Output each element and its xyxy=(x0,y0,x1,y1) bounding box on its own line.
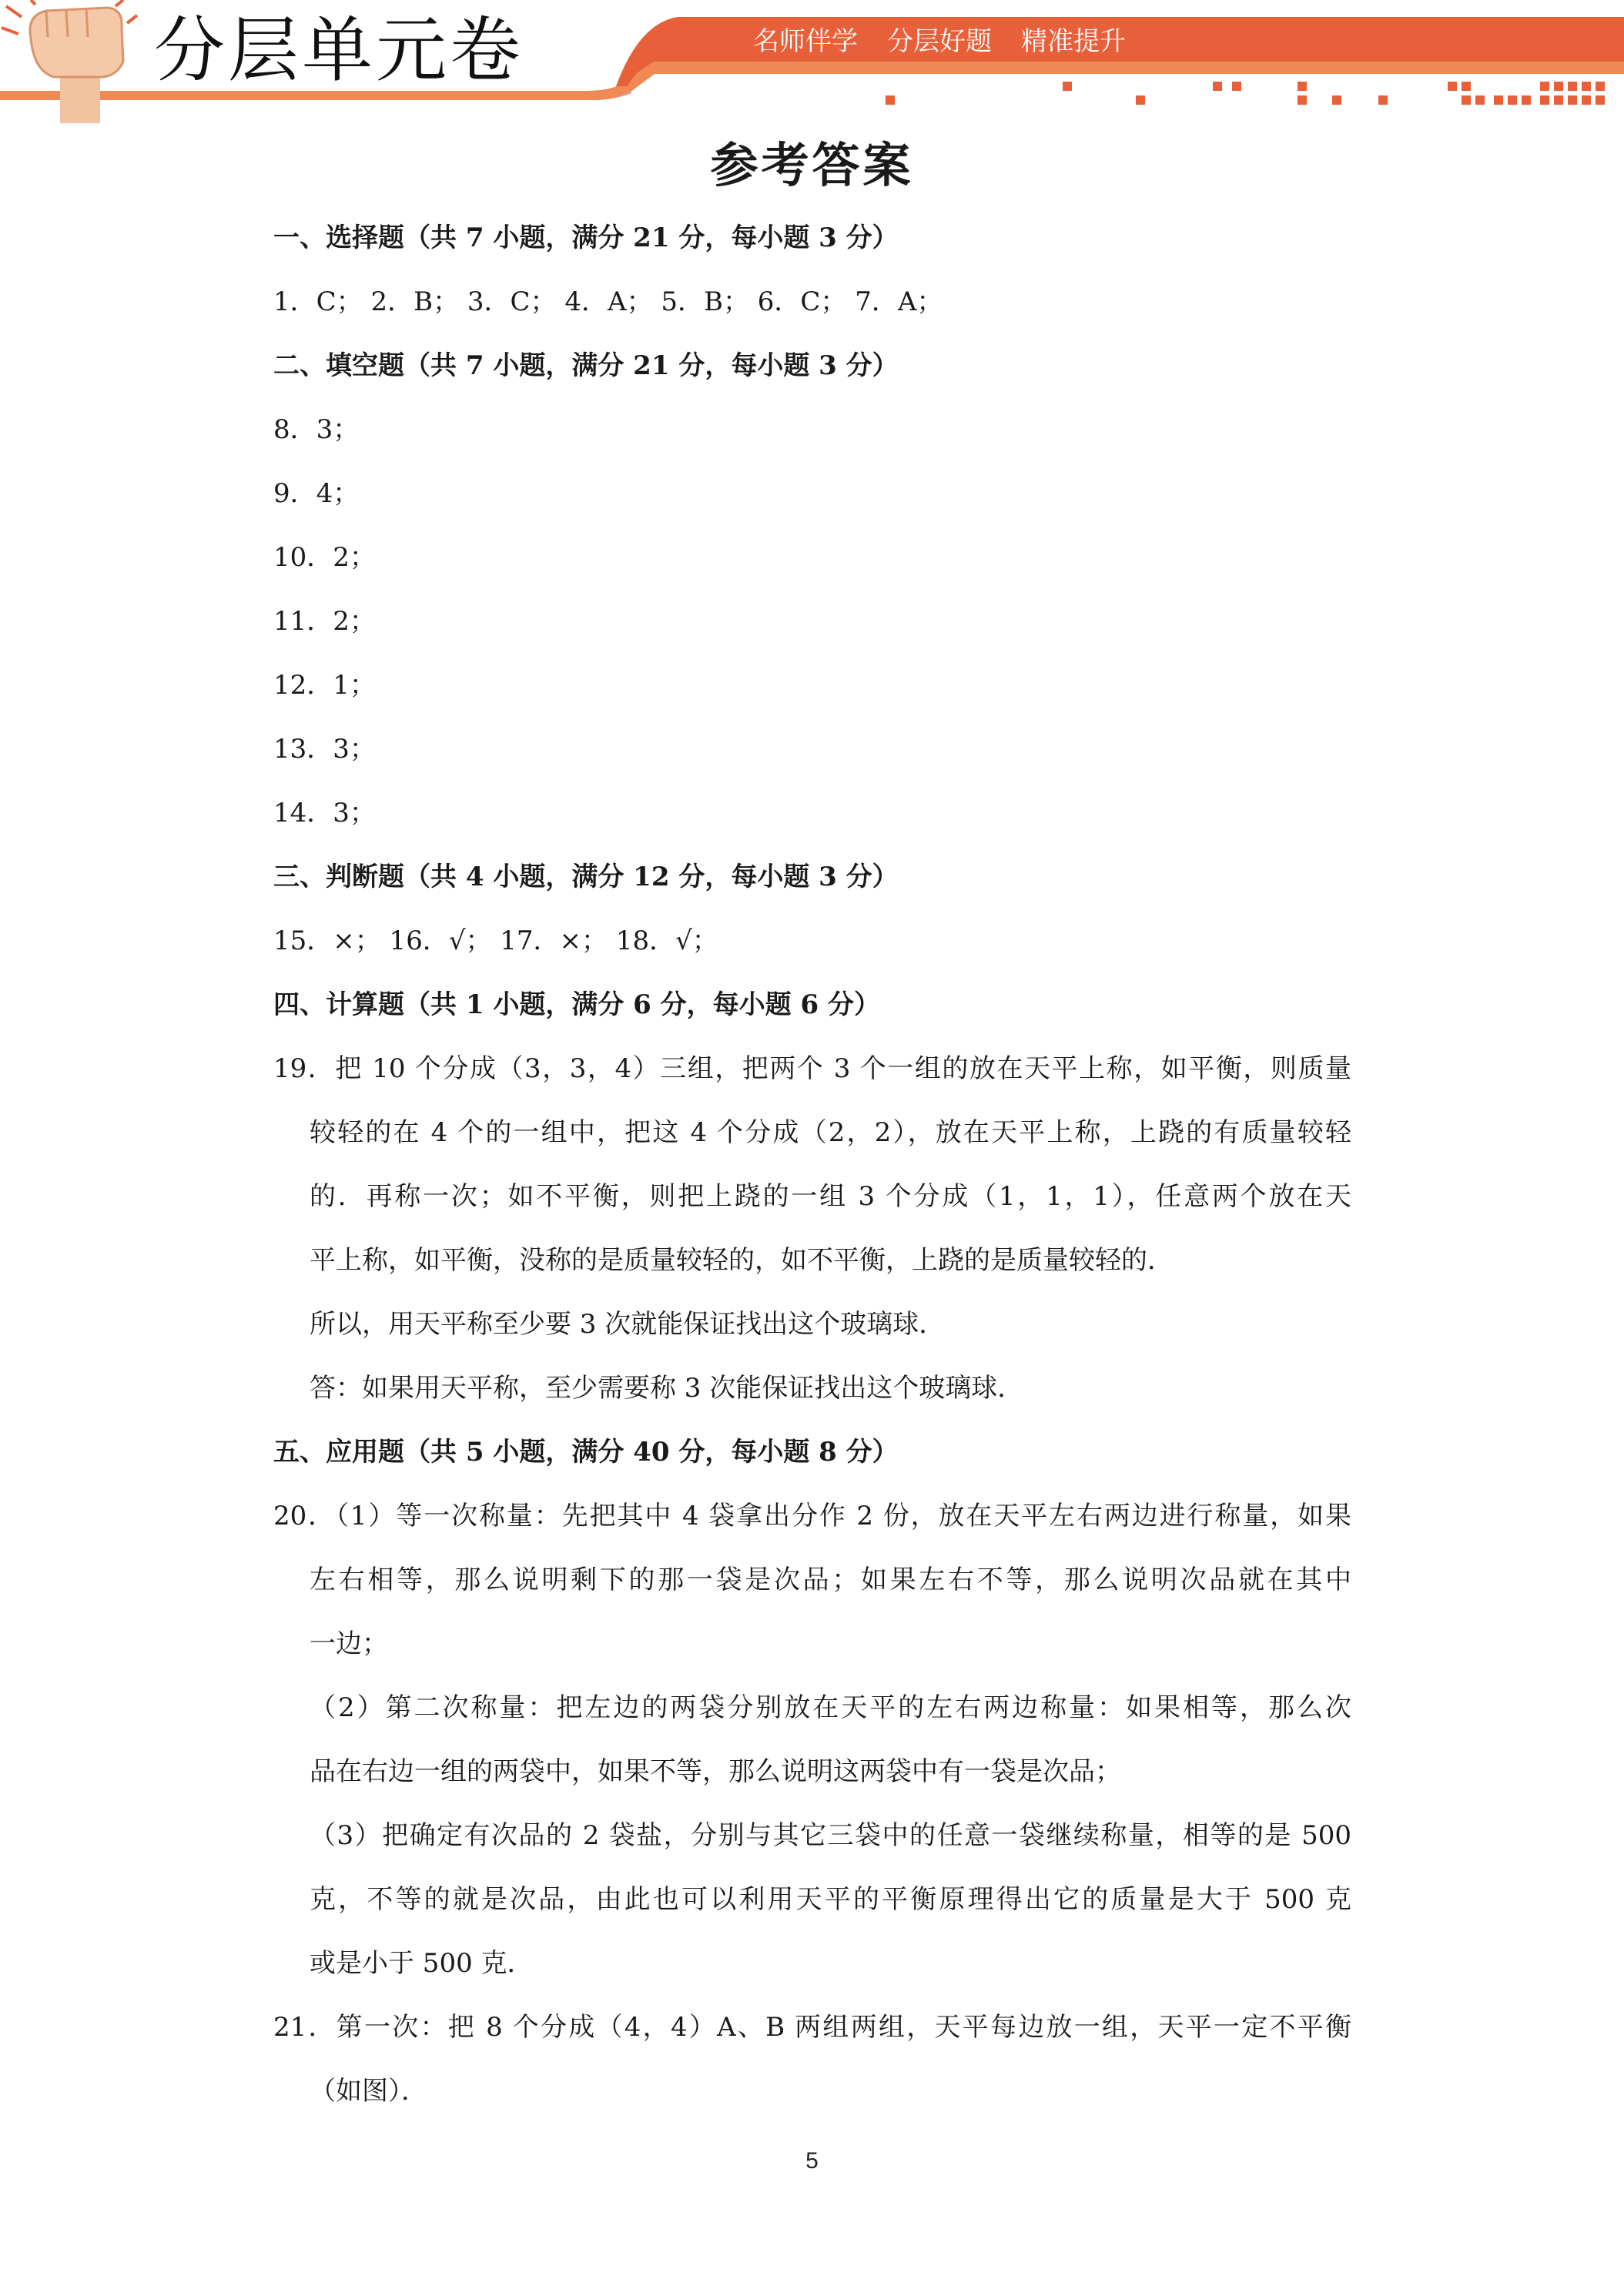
section-heading-calc: 四、计算题（共 1 小题，满分 6 分，每小题 6 分） xyxy=(273,989,880,1020)
answer-paragraph-line: 一边； xyxy=(310,1628,388,1659)
answer-line: 12．1； xyxy=(273,670,376,701)
answer-line: 14．3； xyxy=(273,798,376,828)
answer-line: 13．3； xyxy=(273,734,376,765)
decor-squares xyxy=(886,82,1605,105)
answer-paragraph-line: 答：如果用天平称，至少需要称 3 次能保证找出这个玻璃球． xyxy=(310,1373,1024,1404)
answer-paragraph-line: 较轻的在 4 个的一组中，把这 4 个分成（2，2），放在天平上称，上跷的有质量较轻 xyxy=(310,1117,1351,1148)
answer-paragraph-line: 左右相等，那么说明剩下的那一袋是次品；如果左右不等，那么说明次品就在其中 xyxy=(310,1565,1351,1595)
answer-paragraph-line: 20．（1）等一次称量：先把其中 4 袋拿出分作 2 份，放在天平左右两边进行称量，如果 xyxy=(273,1501,1351,1531)
slogan-1: 名师伴学 xyxy=(753,26,858,57)
section-heading-judge: 三、判断题（共 4 小题，满分 12 分，每小题 3 分） xyxy=(273,862,899,892)
answer-line: 10．2； xyxy=(273,542,376,573)
answer-paragraph-line: 21．第一次：把 8 个分成（4，4）A、B 两组两组，天平每边放一组，天平一定不平衡 xyxy=(273,2012,1351,2043)
answer-line: 8．3； xyxy=(273,414,360,445)
slogan-3: 精准提升 xyxy=(1021,26,1126,57)
header-slogans xyxy=(753,18,1126,65)
answer-paragraph-line: 平上称，如平衡，没称的是质量较轻的，如不平衡，上跷的是质量较轻的． xyxy=(310,1245,1174,1276)
section-heading-choice: 一、选择题（共 7 小题，满分 21 分，每小题 3 分） xyxy=(273,223,899,253)
page-title: 参考答案 xyxy=(710,137,914,193)
answer-line: 15．×； 16．√； 17．×； 18．√； xyxy=(273,925,718,956)
answer-paragraph-line: 19．把 10 个分成（3，3，4）三组，把两个 3 个一组的放在天平上称，如平衡，则质量 xyxy=(273,1053,1351,1084)
answer-paragraph-line: 所以，用天平称至少要 3 次就能保证找出这个玻璃球． xyxy=(310,1309,946,1340)
header-banner xyxy=(0,0,1624,135)
answer-paragraph-line: 品在右边一组的两袋中，如果不等，那么说明这两袋中有一袋是次品； xyxy=(310,1756,1121,1787)
answer-paragraph-line: （2）第二次称量：把左边的两袋分别放在天平的左右两边称量：如果相等，那么次 xyxy=(310,1692,1351,1723)
answer-line: 11．2； xyxy=(273,606,376,637)
answer-line: 1．C； 2．B； 3．C； 4．A； 5．B； 6．C； 7．A； xyxy=(273,286,943,317)
answer-paragraph-line: 或是小于 500 克． xyxy=(310,1948,534,1979)
slogan-2: 分层好题 xyxy=(887,26,992,57)
brand-title: 分层单元卷 xyxy=(154,9,524,92)
answer-line: 9．4； xyxy=(273,478,360,509)
fist-icon xyxy=(2,0,137,123)
answer-paragraph-line: 克，不等的就是次品，由此也可以利用天平的平衡原理得出它的质量是大于 500 克 xyxy=(310,1884,1351,1915)
answer-paragraph-line: 的．再称一次；如不平衡，则把上跷的一组 3 个分成（1，1，1），任意两个放在天 xyxy=(310,1181,1351,1212)
page-number: 5 xyxy=(805,2148,819,2174)
answer-paragraph-line: （3）把确定有次品的 2 袋盐，分别与其它三袋中的任意一袋继续称量，相等的是 500 xyxy=(310,1820,1351,1851)
section-heading-apply: 五、应用题（共 5 小题，满分 40 分，每小题 8 分） xyxy=(273,1437,899,1468)
section-heading-fill: 二、填空题（共 7 小题，满分 21 分，每小题 3 分） xyxy=(273,350,899,381)
answer-paragraph-line: （如图）． xyxy=(310,2076,427,2107)
